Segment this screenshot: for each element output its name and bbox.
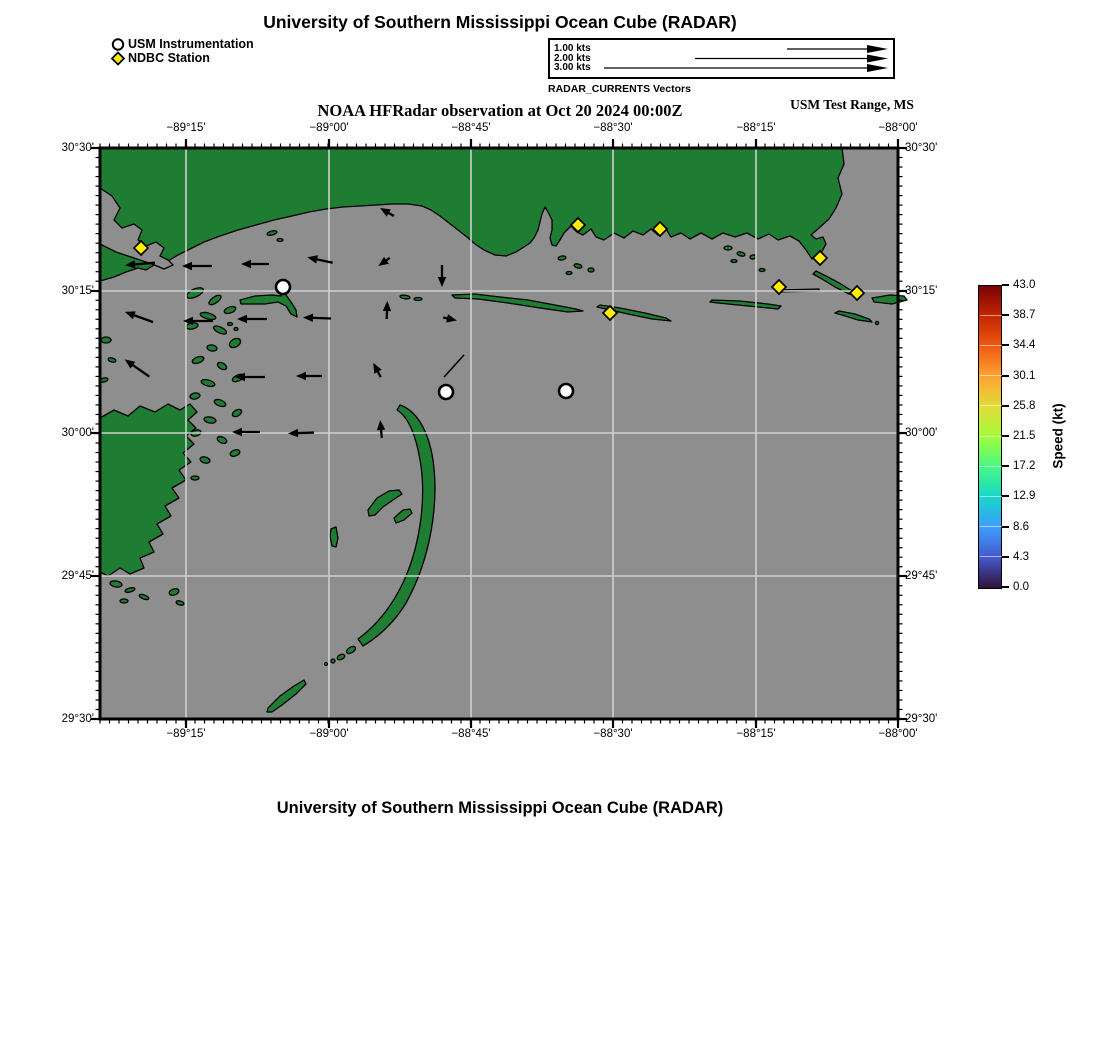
lon-tick-label-top: −88°00' xyxy=(878,122,918,134)
colorbar-separator xyxy=(980,345,1002,346)
lon-tick-label-top: −88°45' xyxy=(451,122,491,134)
lat-tick-label-left: 30°30' xyxy=(61,142,94,154)
scale-arrow-head xyxy=(867,45,888,53)
lat-tick-label-right: 30°00' xyxy=(905,427,938,439)
scale-row-label: 1.00 kts xyxy=(554,43,591,54)
lat-tick-label-right: 30°15' xyxy=(905,285,938,297)
colorbar-separator xyxy=(980,526,1002,527)
colorbar-tick xyxy=(1002,495,1009,497)
page-title: University of Southern Mississippi Ocean Cube (RADAR) xyxy=(263,12,737,32)
colorbar-separator xyxy=(980,466,1002,467)
colorbar-tick xyxy=(1002,314,1009,316)
colorbar-tick xyxy=(1002,526,1009,528)
colorbar-separator xyxy=(980,315,1002,316)
scale-arrow-head xyxy=(867,55,888,63)
colorbar-tick xyxy=(1002,435,1009,437)
colorbar-separator xyxy=(980,496,1002,497)
legend-label-ndbc: NDBC Station xyxy=(128,51,210,65)
legend-label-usm: USM Instrumentation xyxy=(128,37,254,51)
vector-scale-arrows xyxy=(550,40,893,77)
usm-marker xyxy=(559,384,573,398)
diamond-marker-icon xyxy=(110,51,126,66)
colorbar-tick-label: 21.5 xyxy=(1013,430,1036,442)
colorbar-tick xyxy=(1002,586,1009,588)
lat-tick-label-left: 29°45' xyxy=(61,570,94,582)
scale-row-label: 2.00 kts xyxy=(554,52,591,64)
lon-tick-label-top: −88°15' xyxy=(736,122,776,134)
colorbar-tick-label: 43.0 xyxy=(1013,279,1036,291)
colorbar-tick-label: 30.1 xyxy=(1013,369,1036,382)
lon-tick-label-bottom: −88°30' xyxy=(593,728,633,740)
colorbar-tick xyxy=(1002,405,1009,407)
lon-tick-label-top: −89°15' xyxy=(166,122,206,134)
colorbar-separator xyxy=(980,436,1002,437)
scale-row-label: 3.00 kts xyxy=(554,62,591,73)
lat-tick-label-left: 30°00' xyxy=(61,427,94,439)
colorbar-tick-label: 17.2 xyxy=(1013,460,1036,473)
symbol-legend xyxy=(110,37,254,65)
colorbar-tick-label: 0.0 xyxy=(1013,581,1029,593)
stick-island xyxy=(330,527,338,547)
lat-tick-label-left: 30°15' xyxy=(61,285,94,297)
colorbar-separator xyxy=(980,375,1002,376)
bottom-title: University of Southern Mississippi Ocean Cube (RADAR) xyxy=(276,799,724,817)
chandeleur-fragment xyxy=(325,663,328,666)
islet-dot xyxy=(875,321,878,324)
colorbar-tick-label: 34.4 xyxy=(1013,339,1036,352)
colorbar-title: Speed (kt) xyxy=(1050,403,1066,469)
vector-shaft xyxy=(310,318,331,319)
lon-tick-label-top: −88°30' xyxy=(593,122,633,134)
circle-marker-icon xyxy=(110,37,126,52)
lon-tick-label-bottom: −88°15' xyxy=(736,728,776,740)
colorbar-separator xyxy=(980,556,1002,557)
lat-tick-label-right: 29°45' xyxy=(905,570,938,582)
vector-scale-box xyxy=(548,38,895,79)
chandeleur-fragment xyxy=(331,659,335,663)
legend-row-ndbc xyxy=(110,51,254,65)
lat-tick-label-left: 29°30' xyxy=(61,713,94,725)
colorbar-tick-label: 12.9 xyxy=(1013,490,1036,503)
colorbar xyxy=(978,285,1002,589)
colorbar-tick xyxy=(1002,465,1009,467)
lon-tick-label-bottom: −89°15' xyxy=(166,728,206,740)
lat-tick-label-right: 30°30' xyxy=(905,142,938,154)
observation-subtitle: NOAA HFRadar observation at Oct 20 2024 00:00Z xyxy=(317,101,683,120)
lon-tick-label-bottom: −89°00' xyxy=(309,728,349,740)
vector-scale-caption: RADAR_CURRENTS Vectors xyxy=(548,83,691,95)
lon-tick-label-top: −89°00' xyxy=(309,122,349,134)
scale-arrow-head xyxy=(867,64,888,72)
colorbar-tick xyxy=(1002,556,1009,558)
region-label: USM Test Range, MS xyxy=(790,97,914,112)
colorbar-tick-label: 8.6 xyxy=(1013,520,1029,533)
usm-marker xyxy=(276,280,290,294)
lon-tick-label-bottom: −88°45' xyxy=(451,728,491,740)
colorbar-tick-label: 4.3 xyxy=(1013,550,1029,563)
colorbar-tick-label: 38.7 xyxy=(1013,309,1036,322)
usm-marker xyxy=(439,385,453,399)
lat-tick-label-right: 29°30' xyxy=(905,713,938,725)
colorbar-tick xyxy=(1002,344,1009,346)
legend-row-usm xyxy=(110,37,254,51)
map-canvas xyxy=(100,148,898,719)
colorbar-tick xyxy=(1002,284,1009,286)
colorbar-tick xyxy=(1002,375,1009,377)
colorbar-separator xyxy=(980,405,1002,406)
lon-tick-label-bottom: −88°00' xyxy=(878,728,918,740)
colorbar-tick-label: 25.8 xyxy=(1013,399,1036,412)
